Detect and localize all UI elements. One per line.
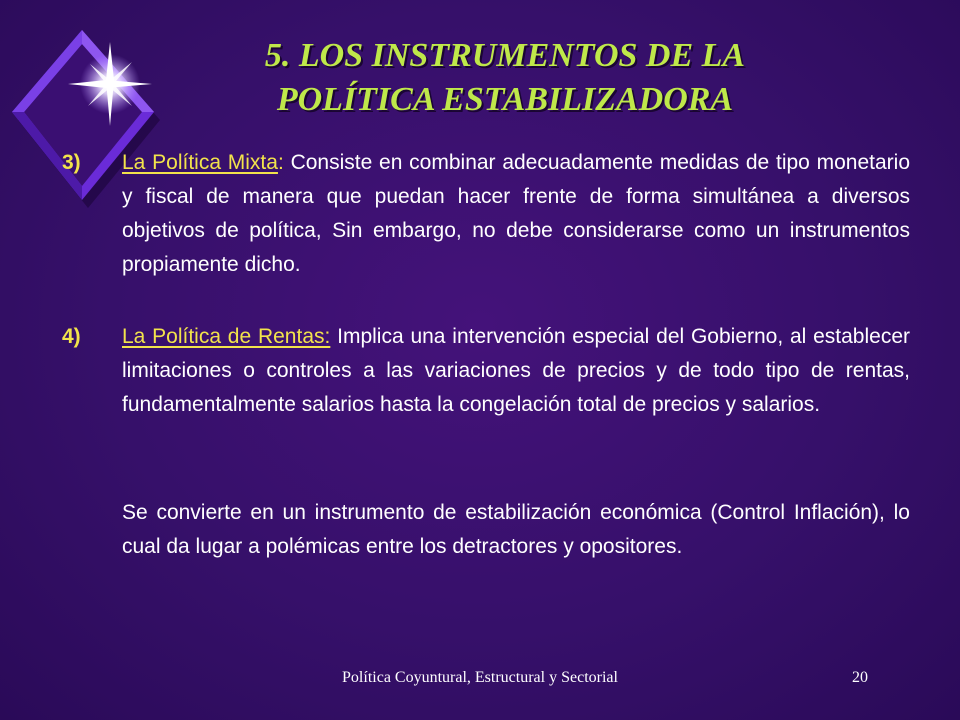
title-line-2: POLÍTICA ESTABILIZADORA (276, 81, 734, 118)
item-text: Implica una intervención especial del Gobierno, al establecer limitaciones o controles a las variaciones de precios y de todo tipo de rentas, fundamentalmente salarios hasta la congelación total de precios y salarios. (122, 325, 910, 416)
item-term: La Política Mixta (122, 151, 278, 174)
extra-paragraph: Se convierte en un instrumento de estabilización económica (Control Inflación), lo cual da lugar a polémicas entre los detractores y opositores. (122, 501, 910, 558)
item-number: 3) (62, 151, 81, 174)
footer-text: Política Coyuntural, Estructural y Sectorial (342, 669, 618, 686)
item-paragraph (122, 146, 910, 282)
page-title (190, 34, 820, 122)
page-number: 20 (852, 669, 868, 686)
item-paragraph (122, 320, 910, 422)
title-line-1: 5. LOS INSTRUMENTOS DE LA (264, 37, 746, 74)
item-separator: : (277, 151, 284, 174)
item-text: Consiste en combinar adecuadamente medidas de tipo monetario y fiscal de manera que puedan hacer frente de forma simultánea a diversos objetivos de política, Sin embargo, no debe considerarse como un instrumentos propiamente dicho. (122, 151, 910, 276)
item-term: La Política de Rentas: (122, 325, 331, 348)
item-number: 4) (62, 325, 81, 348)
